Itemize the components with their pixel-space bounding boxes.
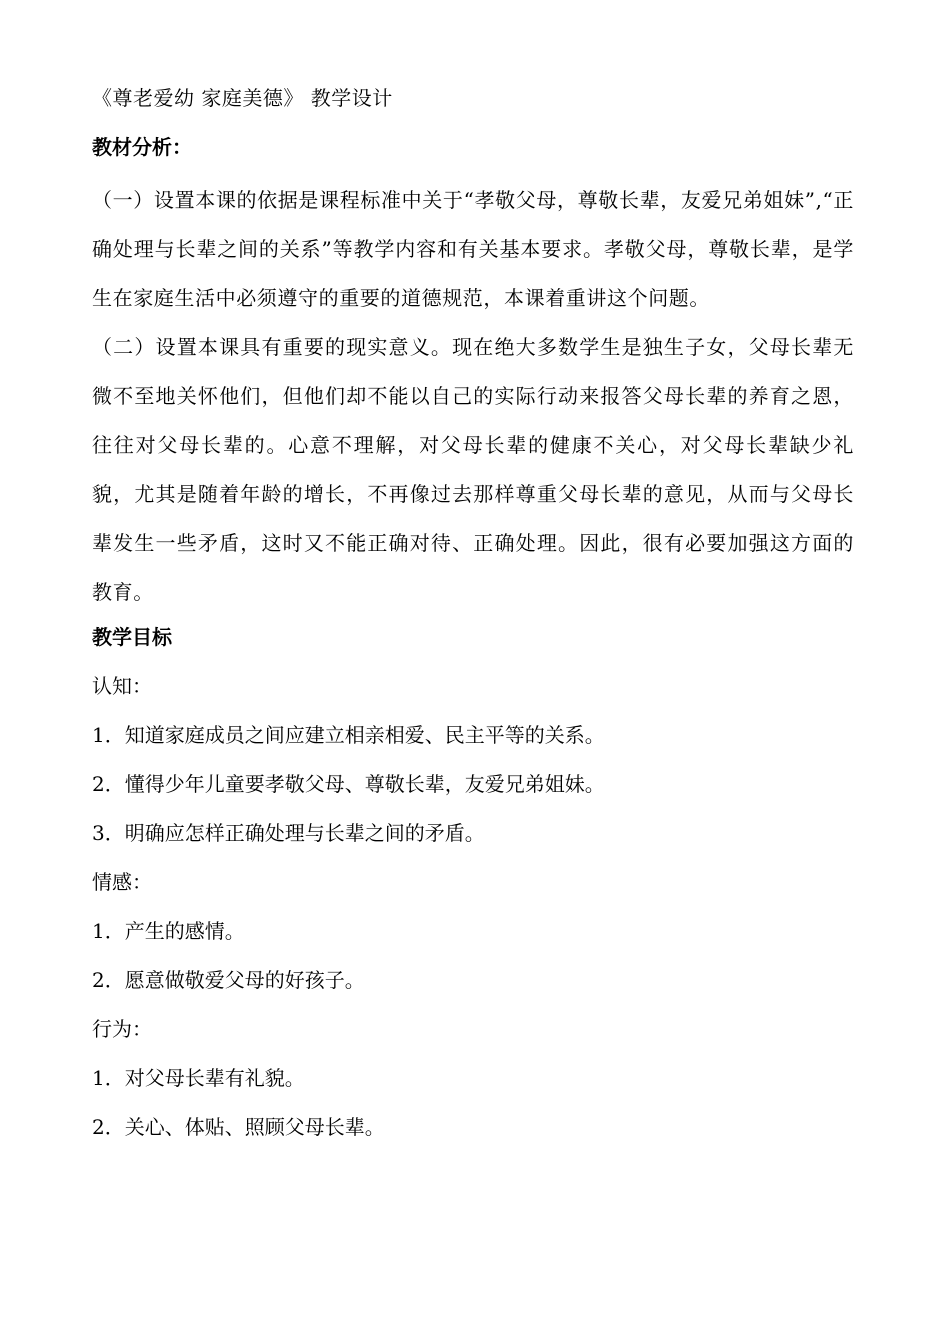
analysis-paragraph-2: （二）设置本课具有重要的现实意义。现在绝大多数学生是独生子女，父母长辈无微不至地关怀他们，但他们却不能以自己的实际行动来报答父母长辈的养育之恩，往往对父母长辈的。心意不理解，对父母长辈的健康不关心，对父母长辈缺少礼貌，尤其是随着年龄的增长，不再像过去那样尊重父母长辈的意见，从而与父母长辈发生一些矛盾，这时又不能正确对待、正确处理。因此，很有必要加强这方面的教育。 [92, 335, 854, 604]
analysis-heading: 教材分析： [92, 135, 192, 159]
cognition-item: 1．知道家庭成员之间应建立相亲相爱、民主平等的关系。 [92, 723, 605, 747]
emotion-item: 2．愿意做敬爱父母的好孩子。 [92, 968, 365, 992]
behavior-item: 2．关心、体贴、照顾父母长辈。 [92, 1115, 385, 1139]
emotion-item: 1．产生的感情。 [92, 919, 245, 943]
goals-heading: 教学目标 [92, 625, 172, 649]
document-title: 《尊老爱幼 家庭美德》 教学设计 [92, 86, 393, 110]
document-body [92, 78, 854, 1156]
analysis-paragraph-1: （一）设置本课的依据是课程标准中关于“孝敬父母，尊敬长辈，友爱兄弟姐妹”,“正确处理与长辈之间的关系”等教学内容和有关基本要求。孝敬父母，尊敬长辈，是学生在家庭生活中必须遵守的重要的道德规范，本课着重讲这个问题。 [92, 188, 854, 310]
behavior-item: 1．对父母长辈有礼貌。 [92, 1066, 305, 1090]
emotion-label: 情感： [92, 870, 152, 894]
cognition-item: 2．懂得少年儿童要孝敬父母、尊敬长辈，友爱兄弟姐妹。 [92, 772, 605, 796]
behavior-label: 行为： [92, 1017, 152, 1041]
cognition-label: 认知： [92, 674, 152, 698]
cognition-item: 3．明确应怎样正确处理与长辈之间的矛盾。 [92, 821, 485, 845]
